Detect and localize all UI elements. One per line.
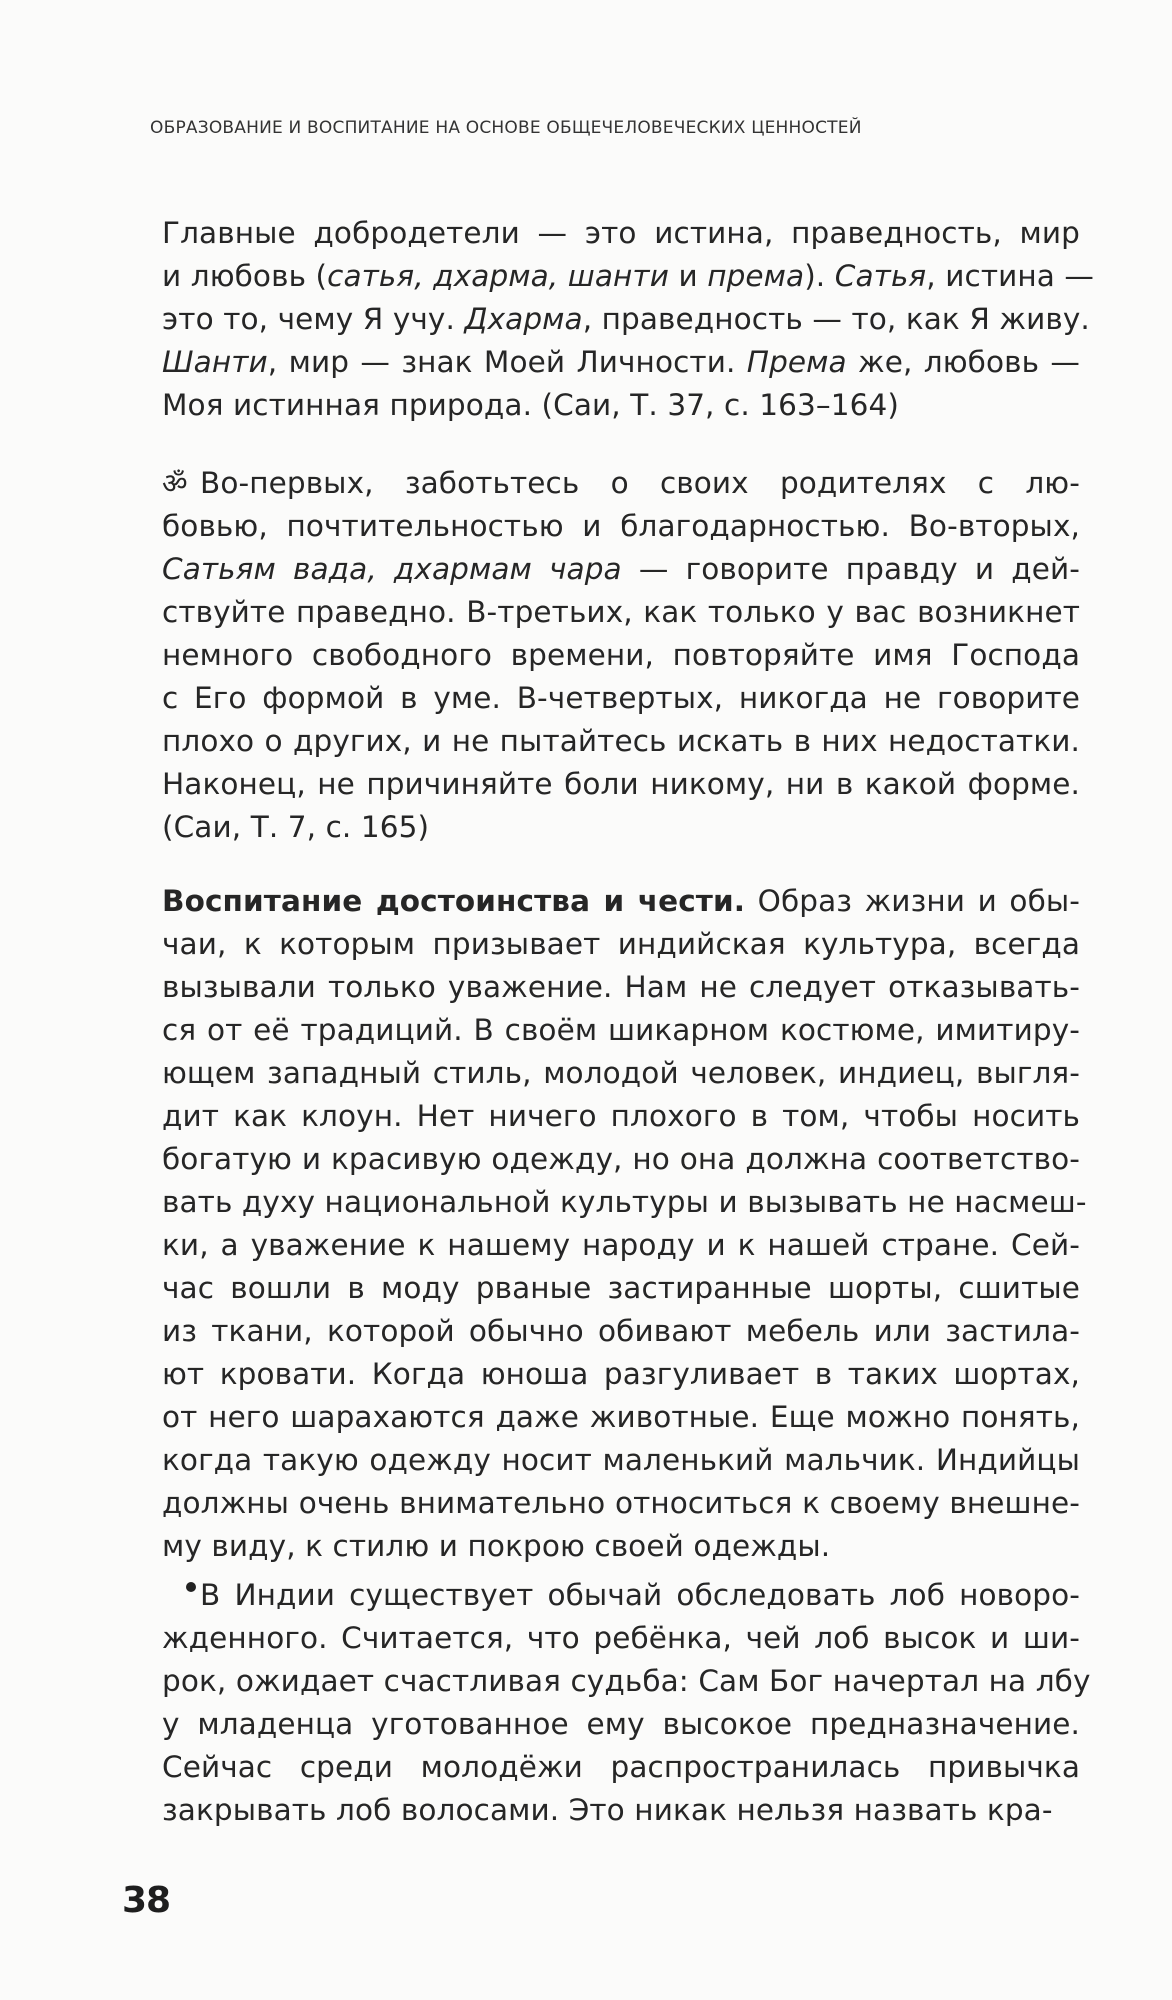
italic-run: сатья, дхарма, шанти <box>327 259 669 293</box>
text-line <box>162 1095 1080 1138</box>
text-run: час вошли в моду рваные застиранные шорты, сшитые <box>162 1271 1080 1305</box>
text-line <box>162 1703 1080 1746</box>
text-run: Наконец, не причиняйте боли никому, ни в какой форме. <box>162 767 1080 801</box>
text-line <box>162 966 1080 1009</box>
text-run: , истина — <box>926 259 1095 293</box>
text-line <box>162 1617 1080 1660</box>
text-line <box>162 763 1080 806</box>
text-line <box>162 462 1080 505</box>
text-line <box>162 298 1090 341</box>
paragraph-forehead <box>162 1574 1091 1832</box>
text-line <box>162 720 1080 763</box>
text-run: ствуйте праведно. В-третьих, как только у вас возникнет <box>162 595 1080 629</box>
text-run: рок, ожидает счастливая судьба: Сам Бог начертал на лбу <box>162 1664 1091 1698</box>
text-line <box>162 212 1080 255</box>
text-run: Образ жизни и обы- <box>745 884 1081 918</box>
text-run: Главные добродетели — это истина, праведность, мир <box>162 216 1080 250</box>
quote-block-2 <box>162 462 1080 849</box>
text-line <box>162 341 1080 384</box>
italic-run: Шанти <box>162 345 268 379</box>
text-run: и любовь ( <box>162 259 328 293</box>
text-run: должны очень внимательно относиться к своему внешне- <box>162 1486 1080 1520</box>
text-line <box>162 806 1080 849</box>
text-run: с Его формой в уме. В-четвертых, никогда не говорите <box>162 681 1080 715</box>
text-run: от него шарахаются даже животные. Еще можно понять, <box>162 1400 1080 1434</box>
text-line <box>162 1525 1080 1568</box>
running-head: ОБРАЗОВАНИЕ И ВОСПИТАНИЕ НА ОСНОВЕ ОБЩЕЧЕЛОВЕЧЕСКИХ ЦЕННОСТЕЙ <box>150 118 862 138</box>
text-run: закрывать лоб волосами. Это никак нельзя назвать кра- <box>162 1793 1053 1827</box>
text-line <box>162 1574 1080 1617</box>
text-line <box>162 1746 1080 1789</box>
text-run: из ткани, которой обычно обивают мебель или застила- <box>162 1314 1080 1348</box>
text-line <box>162 1009 1080 1052</box>
text-line <box>162 1267 1080 1310</box>
text-line <box>162 1353 1080 1396</box>
text-run: Моя истинная природа. (Саи, Т. 37, с. 163–164) <box>162 388 899 422</box>
om-icon: ॐ <box>162 467 188 500</box>
text-run: ки, а уважение к нашему народу и к нашей стране. Сей- <box>162 1228 1080 1262</box>
text-run: чаи, к которым призывает индийская культура, всегда <box>162 927 1080 961</box>
text-line <box>162 677 1080 720</box>
text-run: бовью, почтительностью и благодарностью. Во-вторых, <box>162 509 1080 543</box>
text-line <box>162 591 1080 634</box>
page-number: 38 <box>122 1880 171 1921</box>
text-line <box>162 1224 1080 1267</box>
text-line <box>162 384 1080 427</box>
italic-run: Сатьям вада, дхармам чара <box>162 552 622 586</box>
text-run: и <box>668 259 708 293</box>
text-run: В Индии существует обычай обследовать лоб новоро- <box>200 1578 1080 1612</box>
text-line <box>162 634 1080 677</box>
text-line <box>162 1181 1087 1224</box>
text-run: жденного. Считается, что ребёнка, чей лоб высок и ши- <box>162 1621 1080 1655</box>
text-run: Во-первых, заботьтесь о своих родителях с лю- <box>200 466 1080 500</box>
text-run: немного свободного времени, повторяйте имя Господа <box>162 638 1080 672</box>
text-run: богатую и красивую одежду, но она должна соответство- <box>162 1142 1080 1176</box>
text-line <box>162 923 1080 966</box>
text-run: ся от её традиций. В своём шикарном костюме, имитиру- <box>162 1013 1080 1047</box>
text-run: вызывали только уважение. Нам не следует отказывать- <box>162 970 1080 1004</box>
text-run: дит как клоун. Нет ничего плохого в том, чтобы носить <box>162 1099 1080 1133</box>
text-run: когда такую одежду носит маленький мальчик. Индийцы <box>162 1443 1080 1477</box>
text-run: Сейчас среди молодёжи распространилась привычка <box>162 1750 1080 1784</box>
text-run: ют кровати. Когда юноша разгуливает в таких шортах, <box>162 1357 1080 1391</box>
text-line <box>162 255 1095 298</box>
italic-run: Сатья <box>834 259 927 293</box>
text-line <box>162 548 1080 591</box>
text-line <box>162 1396 1080 1439</box>
text-run: (Саи, Т. 7, с. 165) <box>162 810 430 844</box>
text-line <box>162 1439 1080 1482</box>
text-run: у младенца уготованное ему высокое предназначение. <box>162 1707 1080 1741</box>
text-run: — говорите правду и дей- <box>621 552 1081 586</box>
section-dignity-honor <box>162 880 1087 1568</box>
text-line <box>162 1482 1080 1525</box>
text-line <box>162 1138 1080 1181</box>
text-run: ). <box>804 259 835 293</box>
text-line <box>162 1789 1080 1832</box>
text-run: му виду, к стилю и покрою своей одежды. <box>162 1529 831 1563</box>
text-run: же, любовь — <box>846 345 1080 379</box>
text-run: это то, чему Я учу. <box>162 302 465 336</box>
text-line <box>162 880 1080 923</box>
text-line <box>162 1052 1080 1095</box>
text-run: вать духу национальной культуры и вызывать не насмеш- <box>162 1185 1087 1219</box>
text-line <box>162 1660 1091 1703</box>
quote-block-1 <box>162 212 1095 427</box>
text-line <box>162 505 1080 548</box>
text-run: , праведность — то, как Я живу. <box>582 302 1090 336</box>
text-line <box>162 1310 1080 1353</box>
italic-run: Према <box>746 345 847 379</box>
italic-run: Дхарма <box>464 302 583 336</box>
text-run: ющем западный стиль, молодой человек, индиец, выгля- <box>162 1056 1080 1090</box>
text-run: плохо о других, и не пытайтесь искать в них недостатки. <box>162 724 1080 758</box>
italic-run: према <box>707 259 805 293</box>
bold-run: Воспитание достоинства и чести. <box>162 884 746 918</box>
text-run: , мир — знак Моей Личности. <box>267 345 747 379</box>
